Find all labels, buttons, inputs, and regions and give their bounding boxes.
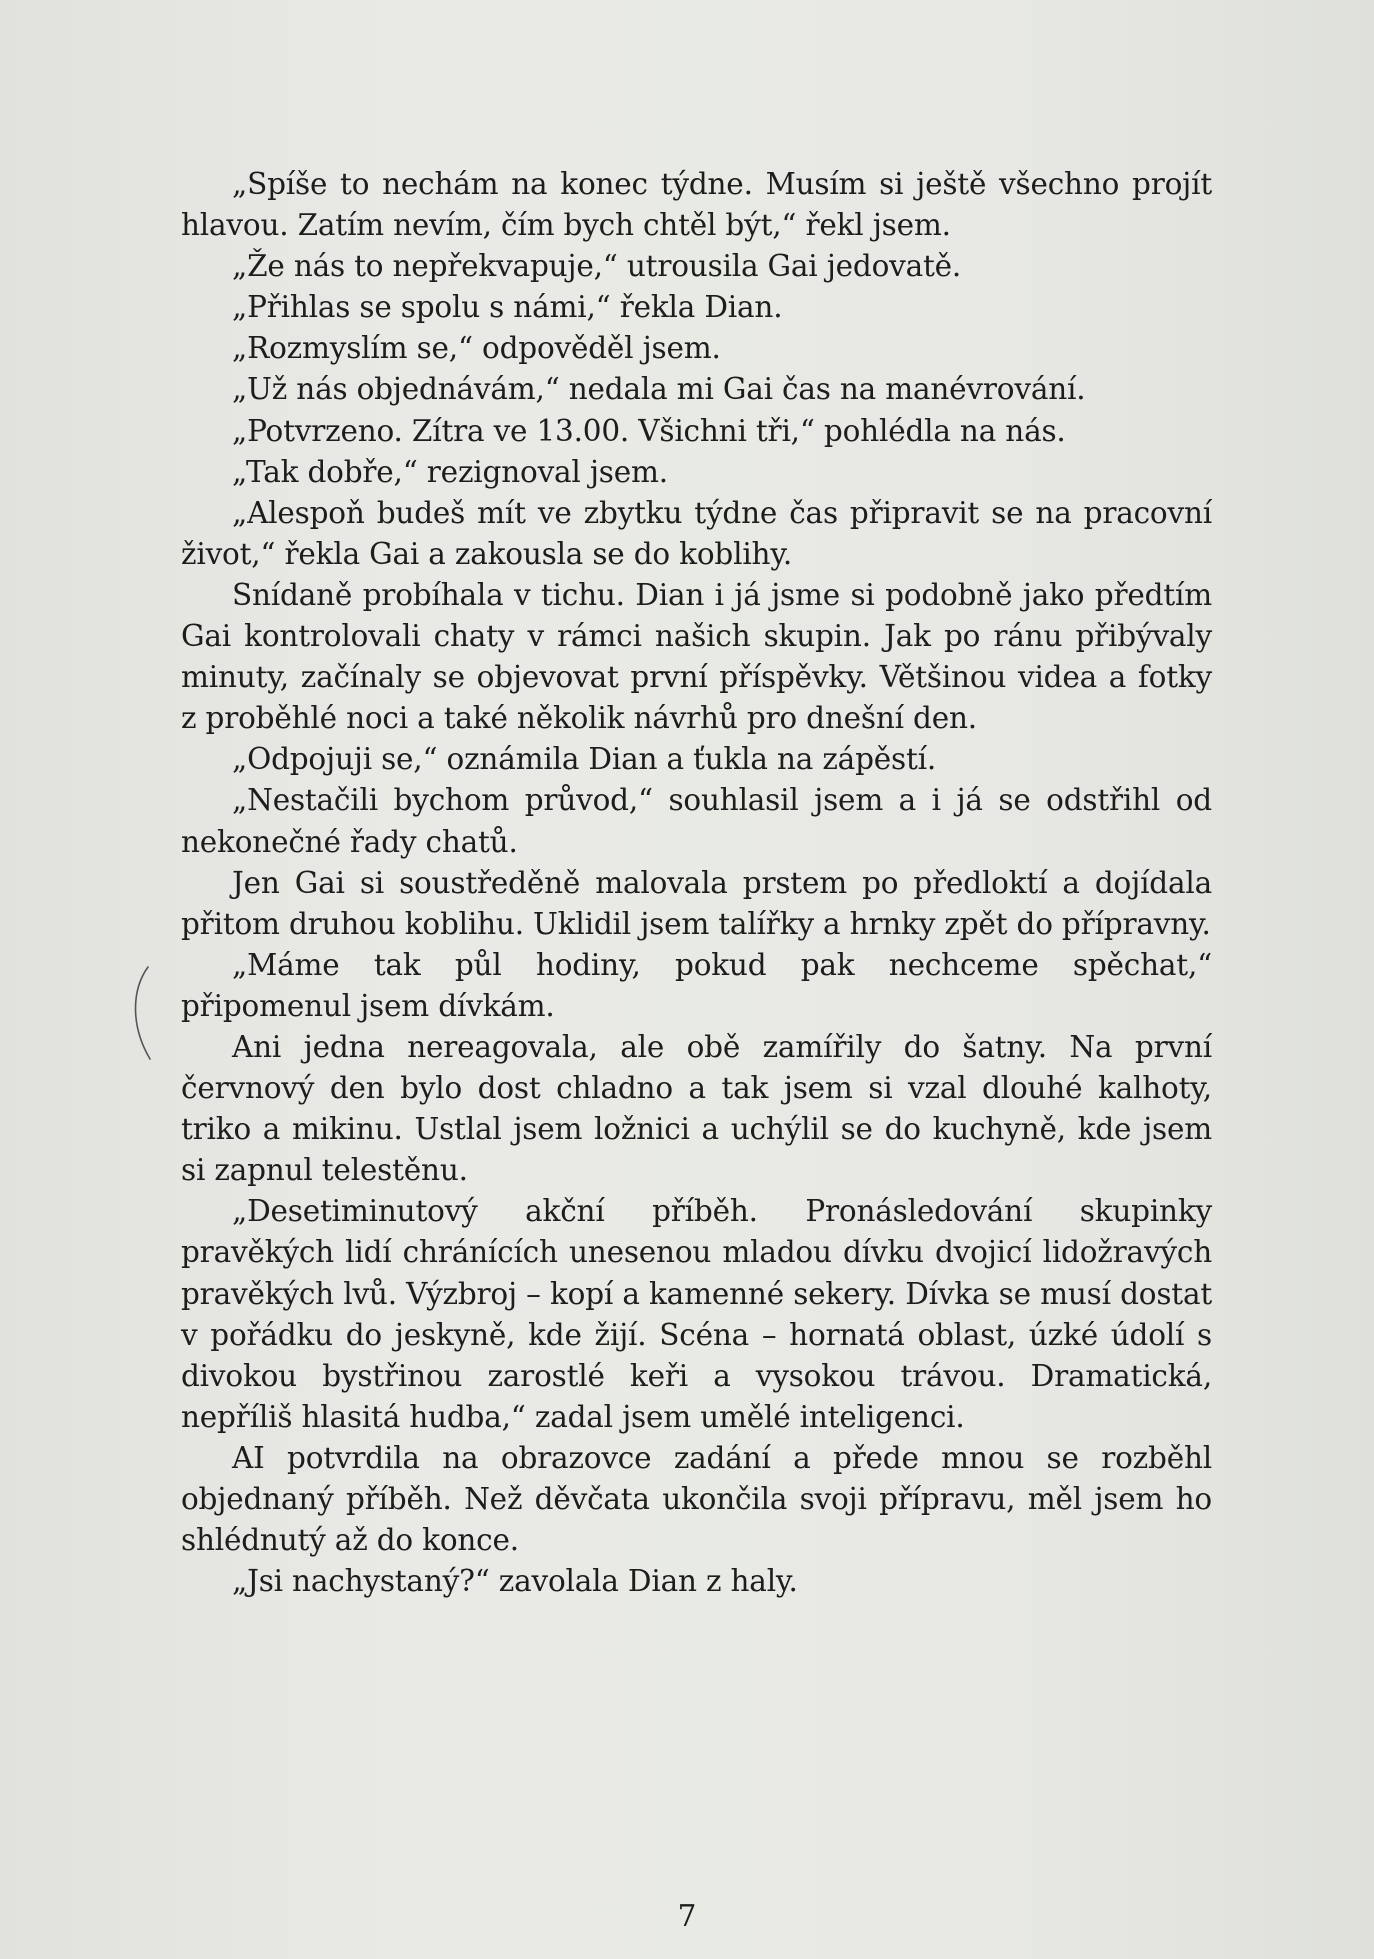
paragraph: „Spíše to nechám na konec týdne. Musím si ještě všechno projít hlavou. Zatím nevím, čím bych chtěl být,“ řekl jsem. — [181, 167, 1212, 243]
paragraph: „Přihlas se spolu s námi,“ řekla Dian. — [232, 290, 783, 325]
paragraph: „Potvrzeno. Zítra ve 13.00. Všichni tři,“ pohlédla na nás. — [232, 413, 1066, 448]
paragraph: „Odpojuji se,“ oznámila Dian a ťukla na zápěstí. — [232, 742, 937, 777]
paragraph: „Že nás to nepřekvapuje,“ utrousila Gai jedovatě. — [232, 249, 962, 284]
paragraph: „Desetiminutový akční příběh. Pronásledování skupinky pravěkých lidí chránících unesenou mladou dívku dvojicí lidožravých pravěkých lvů. Výzbroj – kopí a kamenné sekery. Dívka se musí dostat v pořádku do jeskyně, kde žijí. Scéna – hornatá oblast, úzké údolí s divokou bystřinou zarostlé keři a vysokou trávou. Dramatická, nepříliš hlasitá hudba,“ zadal jsem umělé inteligenci. — [181, 1194, 1212, 1434]
pencil-bracket-mark — [126, 963, 166, 1063]
page-number: 7 — [677, 1899, 697, 1933]
paragraph: Snídaně probíhala v tichu. Dian i já jsme si podobně jako předtím Gai kontrolovali chaty v rámci našich skupin. Jak po ránu přibývaly minuty, začínaly se objevovat první příspěvky. Většinou videa a fotky z proběhlé noci a také několik návrhů pro dnešní den. — [181, 577, 1212, 736]
paragraph: „Rozmyslím se,“ odpověděl jsem. — [232, 331, 721, 366]
paragraph: „Tak dobře,“ rezignoval jsem. — [232, 454, 668, 489]
paragraph: „Alespoň budeš mít ve zbytku týdne čas připravit se na pracovní život,“ řekla Gai a zakousla se do koblihy. — [181, 495, 1212, 571]
paragraph: „Nestačili bychom průvod,“ souhlasil jsem a i já se odstřihl od nekonečné řady chatů. — [181, 783, 1212, 859]
body-text — [181, 164, 1212, 1602]
paragraph: „Už nás objednávám,“ nedala mi Gai čas na manévrování. — [232, 372, 1086, 407]
paragraph: Ani jedna nereagovala, ale obě zamířily do šatny. Na první červnový den bylo dost chladno a tak jsem si vzal dlouhé kalhoty, triko a mikinu. Ustlal jsem ložnici a uchýlil se do kuchyně, kde jsem si zapnul telestěnu. — [181, 1029, 1212, 1188]
paragraph: „Máme tak půl hodiny, pokud pak nechceme spěchat,“ připomenul jsem dívkám. — [181, 947, 1212, 1023]
paragraph: Jen Gai si soustředěně malovala prstem po předloktí a dojídala přitom druhou koblihu. Uklidil jsem talířky a hrnky zpět do přípravny. — [181, 865, 1212, 941]
paragraph: „Jsi nachystaný?“ zavolala Dian z haly. — [232, 1564, 798, 1599]
paragraph: AI potvrdila na obrazovce zadání a přede mnou se rozběhl objednaný příběh. Než děvčata ukončila svoji přípravu, měl jsem ho shlédnutý až do konce. — [181, 1440, 1212, 1558]
